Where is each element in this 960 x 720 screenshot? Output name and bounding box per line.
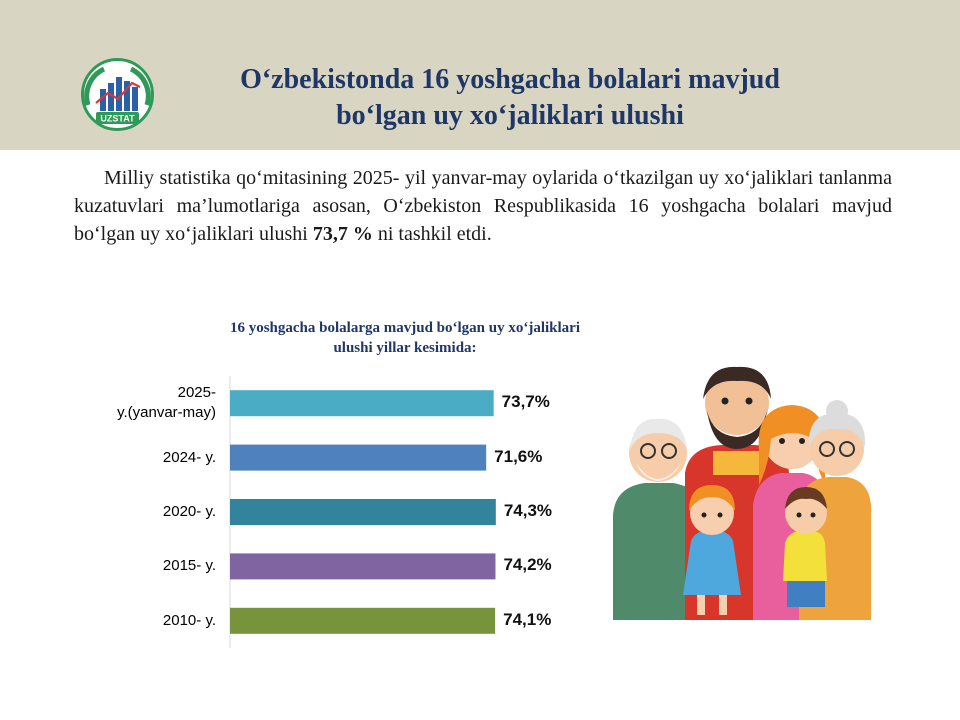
category-label-line: 2024- y. [162, 448, 216, 466]
intro-text-end: ni tashkil etdi. [377, 223, 492, 245]
category-label-line: 2010- y. [162, 611, 216, 629]
bar-3 [230, 553, 495, 579]
value-label-3: 74,2% [503, 555, 552, 575]
category-label-2 [16, 502, 216, 522]
value-label-4: 74,1% [503, 609, 552, 629]
category-label-1 [16, 448, 216, 468]
bar-4 [230, 608, 495, 634]
title-line-2: bo‘lgan uy xo‘jaliklari ulushi [336, 100, 684, 131]
bar-0 [230, 390, 494, 416]
family-illustration [603, 355, 873, 620]
bar-2 [230, 499, 496, 525]
chart-title-line-1: 16 yoshgacha bolalarga mavjud bo‘lgan uy xo‘jaliklari [229, 320, 581, 336]
bar-1 [230, 445, 486, 471]
chart-title-line-2: ulushi yillar kesimida: [333, 340, 477, 356]
category-label-line: y.(yanvar-may) [117, 404, 216, 422]
category-label-line: 2020- y. [162, 503, 216, 520]
category-label-line: 2015- y. [162, 557, 216, 575]
title-line-1: O‘zbekistonda 16 yoshgacha bolalari mavjud [240, 64, 780, 95]
intro-text: Milliy statistika qo‘mitasining 2025- yil yanvar-may oylarida o‘tkazilgan uy xo‘jaliklari tanlanma kuzatuvlari ma’lumotlariga asosan, O‘zbekiston Respublikasida 16 yoshgacha bolalari mavjud bo‘lgan uy xo‘jaliklari ulushi [74, 167, 892, 245]
category-label-line: 2025- [177, 384, 216, 402]
category-label-0 [16, 383, 216, 423]
boy-figure [783, 487, 827, 607]
value-label-1: 71,6% [494, 446, 543, 466]
intro-highlight: 73,7 % [312, 223, 373, 245]
category-label-3 [16, 556, 216, 576]
value-label-2: 74,3% [503, 501, 553, 520]
value-label-0: 73,7% [501, 392, 550, 412]
logo-text: UZSTAT [100, 113, 135, 124]
category-label-4 [16, 611, 216, 631]
